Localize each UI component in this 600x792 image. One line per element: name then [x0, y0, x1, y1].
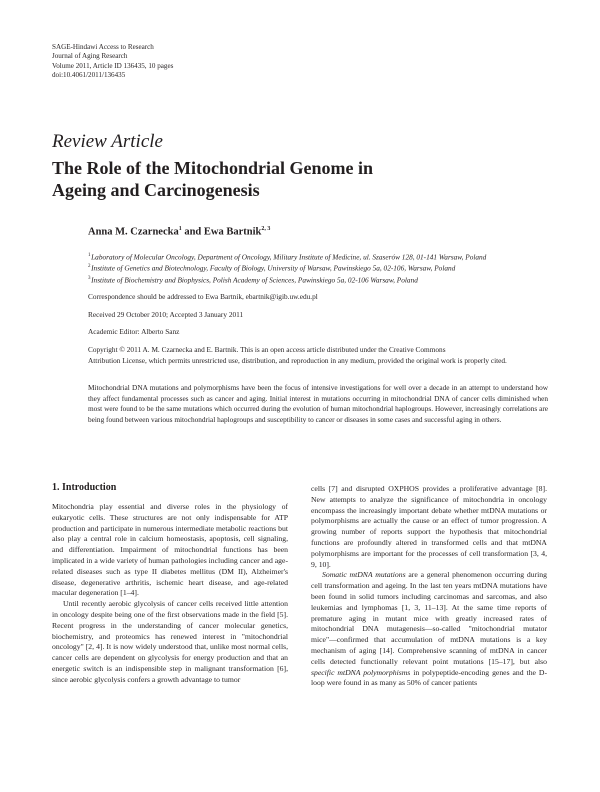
author-separator: and: [181, 226, 204, 238]
paragraph: cells [7] and disrupted OXPHOS provides a proliferative advantage [8]. New attempts to analyze the significance of mitochondria in oncology encompass the increasingly important debate whether mtDNA mutations or polymorphisms are actually the cause or an effect of tumor progression. A growing number of reports support the hypothesis that mitochondrial functions are profoundly altered in transformed cells and that mtDNA polymorphisms are important for the processes of cell transformation [3, 4, 9, 10].: [311, 484, 547, 569]
title-line-2: Ageing and Carcinogenesis: [52, 180, 260, 200]
abstract: Mitochondrial DNA mutations and polymorphisms have been the focus of intensive investigations for well over a decade in an attempt to understand how they affect fundamental processes such as cancer and aging. Initial interest in mutations occurring in mitochondrial DNA of cancer cells diminished when most were found to be the same mutations which occurred during the evolution of human mitochondrial haplogroups. However, increasingly correlations are being found between various mitochondrial haplogroups and susceptibility to cancer or diseases in some cases and successful aging in others.: [88, 383, 548, 424]
author-2-affiliation: 2, 3: [261, 226, 271, 232]
journal-header: [52, 43, 173, 80]
author-list: [88, 226, 270, 238]
affiliation-3: $^3$ Institute of Biochemistry and Biophysics, Polish Academy of Sciences, Pawinskiego 5a, 02-106 Warsaw, Poland: [88, 275, 418, 285]
article-title: [52, 157, 452, 201]
body-column-left: [52, 502, 288, 686]
section-heading: 1. Introduction: [52, 482, 117, 493]
journal-name: Journal of Aging Research: [52, 52, 128, 61]
received-dates: Received 29 October 2010; Accepted 3 January 2011: [88, 310, 244, 319]
affiliations: [88, 251, 548, 285]
affiliation-1: $^1$ Laboratory of Molecular Oncology, Department of Oncology, Military Institute of Medicine, ul. Szaserów 128, 01-141 Warsaw, Poland: [88, 252, 487, 262]
affiliation-2: $^2$ Institute of Genetics and Biotechnology, Faculty of Biology, University of Warsaw, Pawinskiego 5a, 02-106, Warsaw, Poland: [88, 263, 456, 273]
article-type: Review Article: [52, 131, 163, 152]
copyright-rest: Attribution License, which permits unrestricted use, distribution, and reproduction in any medium, provided the original work is properly cited.: [88, 355, 507, 365]
body-column-right: [311, 484, 547, 689]
emphasis: specific mtDNA polymorphisms: [311, 667, 411, 677]
journal-doi: doi:10.4061/2011/136435: [52, 70, 126, 79]
correspondence-note: Correspondence should be addressed to Ewa Bartnik, ebartnik@igib.uw.edu.pl: [88, 292, 318, 301]
journal-volume: Volume 2011, Article ID 136435, 10 pages: [52, 61, 174, 70]
copyright-line-1: Copyright © 2011 A. M. Czarnecka and E. Bartnik. This is an open access article distributed under the Creative Commons: [88, 345, 446, 354]
author-1: Anna M. Czarnecka: [88, 226, 179, 238]
paragraph: Mitochondria play essential and diverse roles in the physiology of eukaryotic cells. These structures are not only indispensable for ATP production and participate in numerous intermediate metabolic reactions but also play a central role in calcium homeostasis, apoptosis, cell signaling, and differentiation. Impairment of mitochondrial functions has been implicated in a wide variety of human pathologies including cancer and age-related diseases such as type II diabetes mellitus (DM II), Alzheimer's disease, degenerative arthritis, ischemic heart disease, and age-related macular degeneration [1–4].: [52, 502, 288, 598]
copyright-notice: [88, 345, 548, 366]
author-1-affiliation: 1: [178, 226, 182, 232]
academic-editor: Academic Editor: Alberto Sanz: [88, 327, 180, 336]
journal-publisher: SAGE-Hindawi Access to Research: [52, 43, 154, 51]
author-2: Ewa Bartnik: [203, 226, 262, 238]
paragraph: Somatic mtDNA mutations are a general phenomenon occurring during cell transformation and ageing. In the last ten years mtDNA mutations have been found in solid tumors including carcinomas and sarcomas, and also leukemias and lymphomas [1, 3, 11–13]. At the same time reports of premature aging in mutant mice with greatly increased rates of mitochondrial DNA mutagenesis—so-called "mitochondrial mutator mice"—confirmed that accumulation of mtDNA mutations is a key mechanism of aging [14]. Comprehensive scanning of mtDNA in cancer cells detected functionally relevant point mutations [15–17], but also specific mtDNA polymorphisms in polypeptide-encoding genes and the D-loop were found in as many as 50% of cancer patients: [311, 570, 547, 688]
paragraph: Until recently aerobic glycolysis of cancer cells received little attention in oncology despite being one of the first observations made in the field [5]. Recent progress in the understanding of cancer molecular genetics, biochemistry, and proteomics has renewed interest in "mitochondrial oncology" [2, 4]. It is now widely understood that, unlike most normal cells, cancer cells are dependent on glycolysis for energy production and that an energetic switch is an indispensible step in malignant transformation [6], since aerobic glycolysis confers a growth advantage to tumor: [52, 599, 288, 684]
emphasis: Somatic mtDNA mutations: [322, 570, 406, 580]
title-line-1: The Role of the Mitochondrial Genome in: [52, 158, 373, 178]
